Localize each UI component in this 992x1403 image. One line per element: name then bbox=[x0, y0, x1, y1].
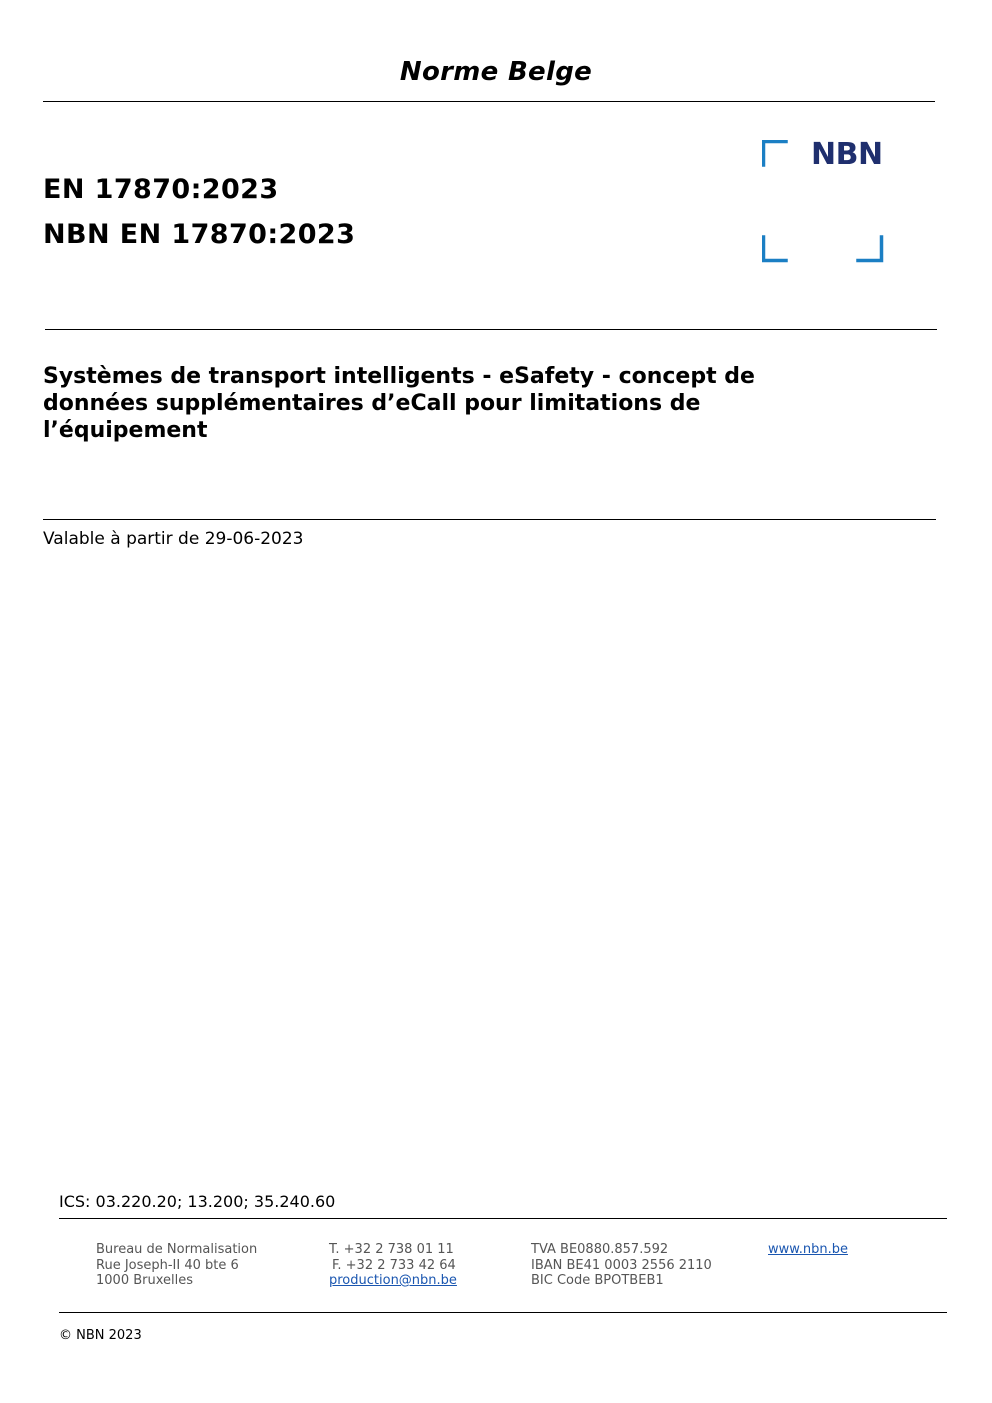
title-line: l’équipement bbox=[43, 418, 208, 443]
footer-divider-top bbox=[59, 1218, 947, 1219]
address-line: 1000 Bruxelles bbox=[96, 1273, 194, 1288]
phone-number: T. +32 2 738 01 11 bbox=[329, 1242, 454, 1257]
nbn-standard-number: NBN EN 17870:2023 bbox=[43, 219, 356, 250]
footer-web bbox=[768, 1242, 848, 1258]
validity-date: Valable à partir de 29-06-2023 bbox=[43, 529, 304, 549]
ics-codes: ICS: 03.220.20; 13.200; 35.240.60 bbox=[59, 1192, 336, 1211]
footer-banking bbox=[531, 1242, 712, 1289]
title-line: Systèmes de transport intelligents - eSafety - concept de bbox=[43, 364, 755, 389]
copyright-notice: © NBN 2023 bbox=[59, 1328, 142, 1343]
iban-number: IBAN BE41 0003 2556 2110 bbox=[531, 1257, 712, 1273]
footer-contact bbox=[329, 1242, 457, 1289]
header-divider bbox=[43, 101, 935, 102]
title-divider-top bbox=[45, 329, 937, 330]
nbn-logo bbox=[762, 137, 884, 264]
email-link[interactable]: production@nbn.be bbox=[329, 1273, 457, 1288]
logo-text: NBN bbox=[811, 137, 883, 172]
address-line: Bureau de Normalisation bbox=[96, 1242, 258, 1257]
document-title bbox=[43, 363, 863, 444]
title-line: données supplémentaires d’eCall pour limitations de bbox=[43, 391, 701, 416]
header-title: Norme Belge bbox=[399, 57, 593, 87]
address-line: Rue Joseph-II 40 bte 6 bbox=[96, 1257, 239, 1273]
website-link[interactable]: www.nbn.be bbox=[768, 1242, 848, 1257]
fax-number: F. +32 2 733 42 64 bbox=[332, 1257, 456, 1273]
footer-address bbox=[96, 1242, 257, 1289]
bic-code: BIC Code BPOTBEB1 bbox=[531, 1273, 664, 1288]
en-standard-number: EN 17870:2023 bbox=[43, 174, 279, 205]
footer-divider-bottom bbox=[59, 1312, 947, 1313]
validity-divider bbox=[43, 519, 936, 520]
vat-number: TVA BE0880.857.592 bbox=[531, 1242, 669, 1257]
